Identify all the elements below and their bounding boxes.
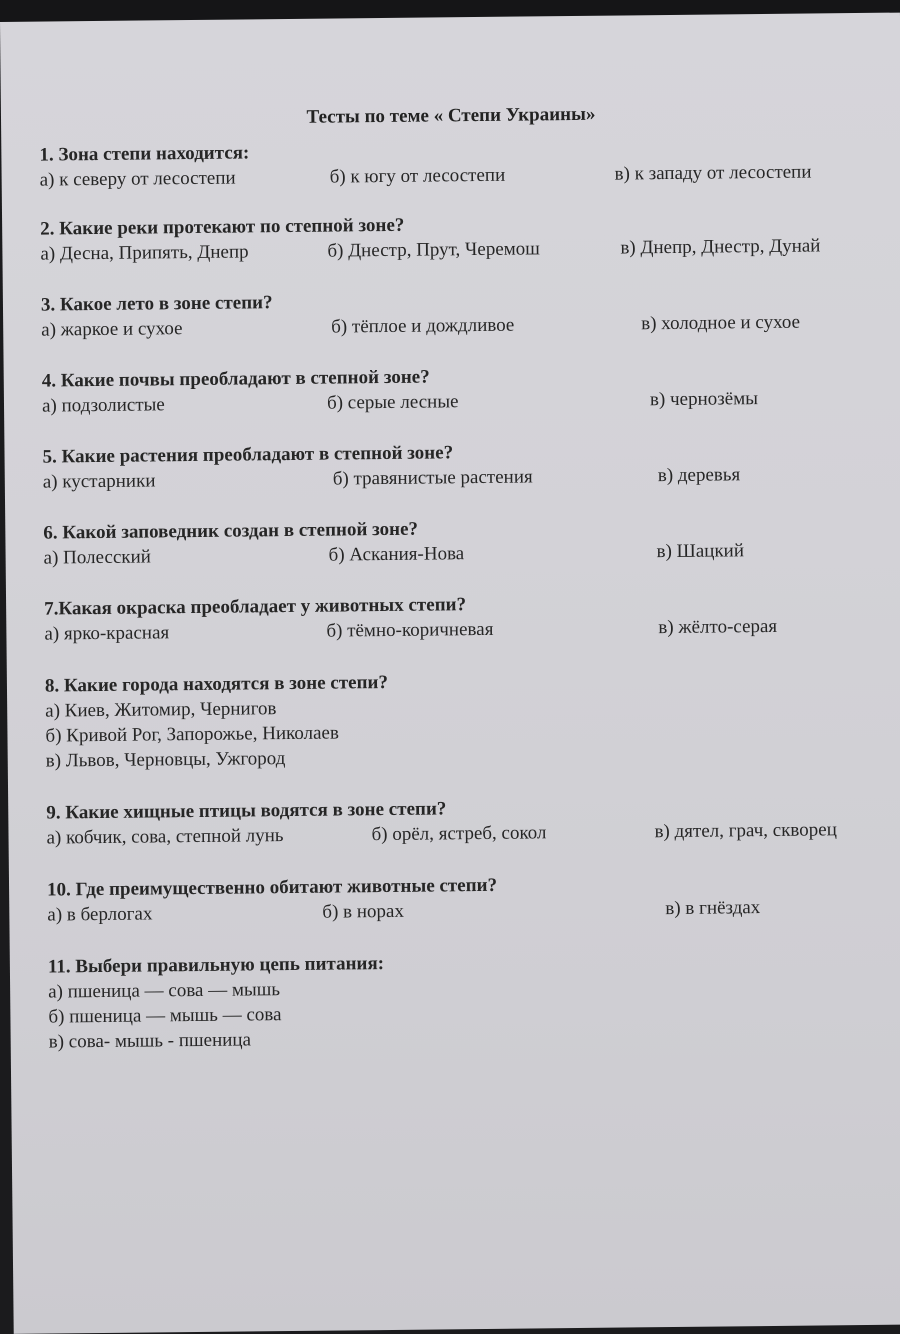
answer-a: а) пшеница — сова — мышь	[48, 979, 281, 1003]
answer-a: а) кобчик, сова, степной лунь	[46, 825, 284, 849]
question-text: 4. Какие почвы преобладают в степной зоне?	[41, 366, 430, 392]
answer-c: в) жёлто-серая	[658, 615, 778, 639]
answer-c: в) дятел, грач, скворец	[654, 819, 837, 843]
answer-a: а) ярко-красная	[44, 622, 170, 645]
answer-b: б) в норах	[322, 900, 405, 923]
page-title: Тесты по теме « Степи Украины»	[306, 103, 596, 128]
answer-c: в) Львов, Черновцы, Ужгород	[45, 748, 286, 772]
answer-c: в) в гнёздах	[665, 897, 761, 920]
question-4	[42, 361, 872, 419]
answer-c: в) деревья	[657, 464, 741, 487]
answer-b: б) Днестр, Прут, Черемош	[327, 238, 540, 262]
answer-b: б) серые лесные	[326, 391, 459, 414]
answer-b: б) Кривой Рог, Запорожье, Николаев	[45, 722, 340, 747]
answer-b: б) тёмно-коричневая	[326, 618, 494, 642]
question-text: 3. Какое лето в зоне степи?	[40, 292, 273, 316]
question-text: 10. Где преимущественно обитают животные степи?	[46, 874, 498, 901]
question-6	[43, 513, 873, 571]
question-text: 7.Какая окраска преобладает у животных степи?	[44, 594, 467, 620]
question-7	[44, 589, 874, 647]
question-text: 2. Какие реки протекают по степной зоне?	[40, 214, 405, 240]
answer-c: в) холодное и сухое	[641, 311, 801, 335]
answer-c: в) Шацкий	[656, 540, 745, 563]
question-5	[42, 437, 872, 495]
question-text: 1. Зона степи находится:	[39, 142, 250, 166]
answer-a: а) Киев, Житомир, Чернигов	[45, 698, 277, 722]
answer-a: а) к северу от лесостепи	[39, 167, 236, 191]
answer-b: б) к югу от лесостепи	[329, 164, 506, 188]
answer-b: б) тёплое и дождливое	[331, 314, 515, 338]
question-11	[48, 947, 879, 1055]
answer-c: в) чернозёмы	[649, 388, 759, 411]
answer-b: б) Аскания-Нова	[328, 543, 465, 566]
question-1	[39, 135, 869, 193]
question-2	[40, 209, 870, 267]
answer-c: в) сова- мышь - пшеница	[48, 1029, 252, 1053]
answer-a: а) в берлогах	[47, 903, 153, 926]
question-9	[46, 793, 876, 851]
answer-b: б) орёл, ястреб, сокол	[371, 822, 547, 846]
question-text: 6. Какой заповедник создан в степной зоне?	[43, 518, 419, 544]
answer-c: в) к западу от лесостепи	[614, 161, 812, 185]
answer-b: б) пшеница — мышь — сова	[48, 1004, 282, 1028]
paper-sheet	[0, 13, 900, 1334]
question-text: 8. Какие города находятся в зоне степи?	[44, 671, 389, 697]
answer-a: а) Десна, Припять, Днепр	[40, 241, 249, 265]
question-10	[47, 870, 877, 928]
question-text: 11. Выбери правильную цепь питания:	[47, 953, 385, 978]
question-3	[41, 285, 871, 343]
answer-c: в) Днепр, Днестр, Дунай	[620, 235, 821, 259]
answer-b: б) травянистые растения	[332, 466, 533, 490]
answer-a: а) подзолистые	[41, 394, 165, 417]
question-8	[45, 666, 876, 774]
answer-a: а) кустарники	[42, 470, 156, 493]
question-text: 5. Какие растения преобладают в степной зоне?	[42, 442, 454, 468]
answer-a: а) Полесский	[43, 546, 152, 569]
question-text: 9. Какие хищные птицы водятся в зоне степи?	[46, 798, 447, 824]
answer-a: а) жаркое и сухое	[41, 318, 183, 341]
